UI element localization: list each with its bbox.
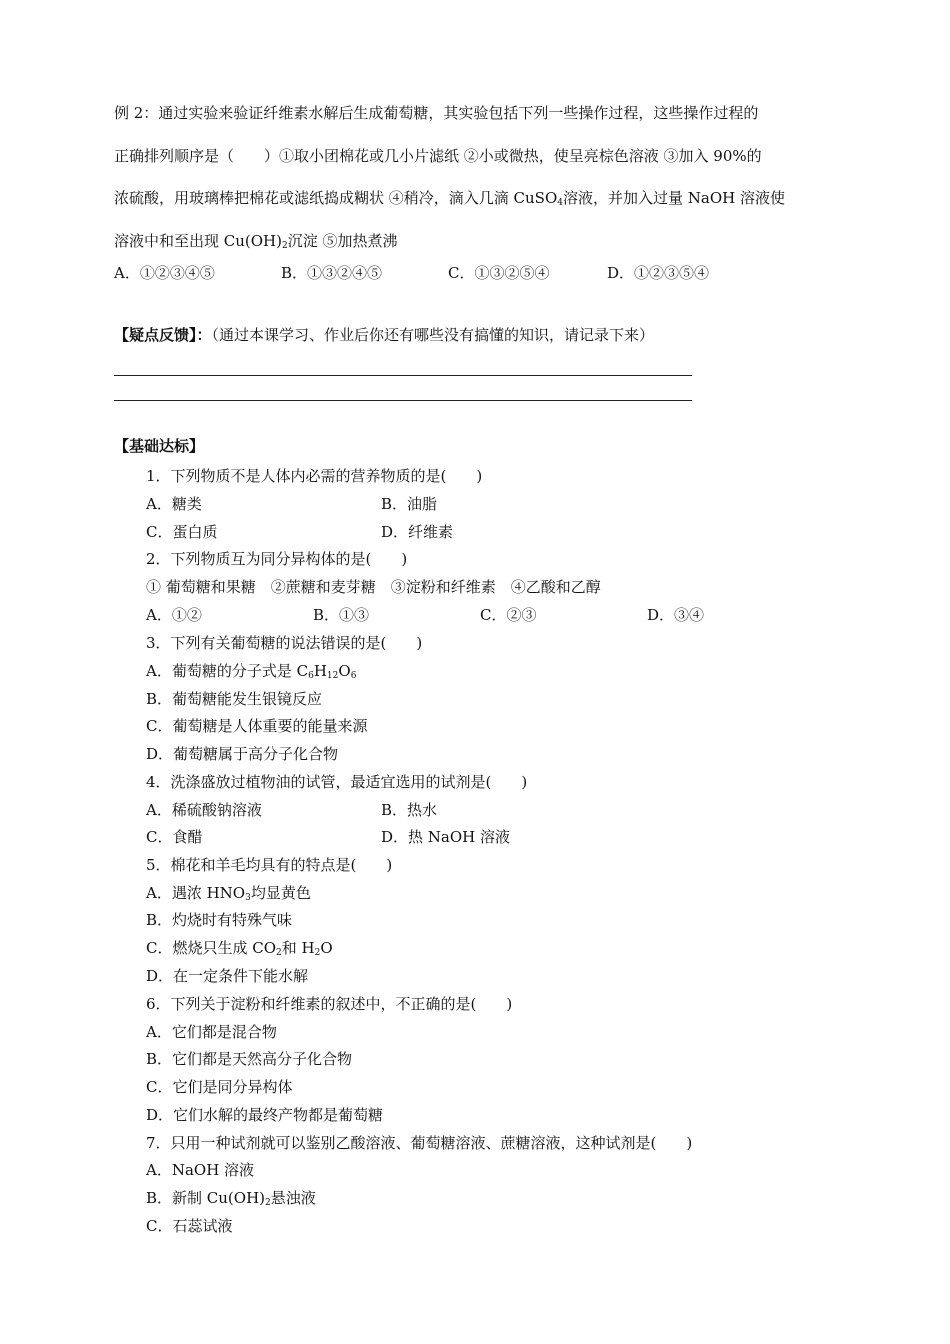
- question-4-option-c: C．食醋: [146, 828, 203, 846]
- question-3-option-b: B．葡萄糖能发生银镜反应: [146, 690, 323, 708]
- question-2-option-a: A．①②: [146, 606, 202, 624]
- question-7-stem: 7．只用一种试剂就可以鉴别乙酸溶液、葡萄糖溶液、蔗糖溶液，这种试剂是( ): [146, 1134, 693, 1152]
- question-5-option-c: C．燃烧只生成 $CO_2$和 $H_2O$: [146, 939, 333, 958]
- question-2-options: [146, 604, 704, 625]
- example-line-4: 溶液中和至出现 $Cu(OH)_2$沉淀 ⑤加热煮沸: [114, 232, 398, 251]
- question-1-stem: 1．下列物质不是人体内必需的营养物质的是( ): [146, 467, 483, 485]
- answer-line-2: [114, 400, 692, 401]
- answer-line-1: [114, 375, 692, 376]
- question-3-option-a: A．葡萄糖的分子式是 $C_6H_{12}O_6$: [146, 662, 357, 681]
- question-4-option-a: A．稀硫酸钠溶液: [146, 801, 262, 819]
- example-option-c: C．①③②⑤④: [448, 264, 550, 282]
- question-2-stem: 2．下列物质互为同分异构体的是( ): [146, 550, 408, 568]
- question-6-stem: 6．下列关于淀粉和纤维素的叙述中，不正确的是( ): [146, 995, 513, 1013]
- question-1-option-c: C．蛋白质: [146, 523, 218, 541]
- question-5-option-a: A．遇浓 $HNO_3$均显黄色: [146, 884, 311, 903]
- question-3-stem: 3．下列有关葡萄糖的说法错误的是( ): [146, 634, 423, 652]
- example-line-1: 例 2：通过实验来验证纤维素水解后生成葡萄糖，其实验包括下列一些操作过程，这些操作过程的: [114, 104, 759, 122]
- basic-heading: 【基础达标】: [114, 437, 205, 455]
- question-6-option-b: B．它们都是天然高分子化合物: [146, 1050, 353, 1068]
- question-4-option-d: D．热 NaOH 溶液: [381, 828, 511, 846]
- example-option-a: A．①②③④⑤: [114, 264, 215, 282]
- question-2-option-c: C．②③: [480, 606, 537, 624]
- question-4-options-row-1: [146, 799, 437, 820]
- question-7-option-b: B．新制 $Cu(OH)_2$悬浊液: [146, 1189, 316, 1208]
- example-line-2: 正确排列顺序是（ ）①取小团棉花或几小片滤纸 ②小或微热，使呈亮棕色溶液 ③加入 90%的: [114, 147, 762, 165]
- question-1-options-row-2: [146, 521, 453, 542]
- question-5-option-d: D．在一定条件下能水解: [146, 967, 309, 985]
- question-6-option-a: A．它们都是混合物: [146, 1023, 277, 1041]
- example-option-b: B．①③②④⑤: [281, 264, 383, 282]
- question-5-option-b: B．灼烧时有特殊气味: [146, 911, 293, 929]
- question-1-option-a: A．糖类: [146, 495, 202, 513]
- feedback-title: 【疑点反馈】：: [114, 326, 212, 344]
- feedback-hint: （通过本课学习、作业后你还有哪些没有搞懂的知识，请记录下来）: [211, 326, 655, 344]
- question-1-option-d: D．纤维素: [381, 523, 454, 541]
- question-6-option-d: D．它们水解的最终产物都是葡萄糖: [146, 1106, 384, 1124]
- feedback-heading: [114, 324, 654, 345]
- question-2-option-d: D．③④: [647, 606, 705, 624]
- question-2-option-b: B．①③: [313, 606, 370, 624]
- question-4-options-row-2: [146, 826, 510, 847]
- question-4-stem: 4．洗涤盛放过植物油的试管，最适宜选用的试剂是( ): [146, 773, 528, 791]
- question-2-items: ① 葡萄糖和果糖 ②蔗糖和麦芽糖 ③淀粉和纤维素 ④乙酸和乙醇: [146, 578, 601, 596]
- question-7-option-a: A．NaOH 溶液: [146, 1161, 255, 1179]
- question-1-options-row-1: [146, 493, 437, 514]
- question-1-option-b: B．油脂: [381, 495, 438, 513]
- question-3-option-c: C．葡萄糖是人体重要的能量来源: [146, 717, 368, 735]
- question-4-option-b: B．热水: [381, 801, 438, 819]
- question-3-option-d: D．葡萄糖属于高分子化合物: [146, 745, 339, 763]
- question-5-stem: 5．棉花和羊毛均具有的特点是( ): [146, 856, 393, 874]
- question-7-option-c: C．石蕊试液: [146, 1217, 233, 1235]
- example-option-d: D．①②③⑤④: [607, 264, 710, 282]
- example-line-3: 浓硫酸，用玻璃棒把棉花或滤纸捣成糊状 ④稍冷，滴入几滴 CuSO$_4$溶液，并加入过量 NaOH 溶液使: [114, 189, 785, 208]
- example-options: [114, 262, 709, 283]
- question-6-option-c: C．它们是同分异构体: [146, 1078, 293, 1096]
